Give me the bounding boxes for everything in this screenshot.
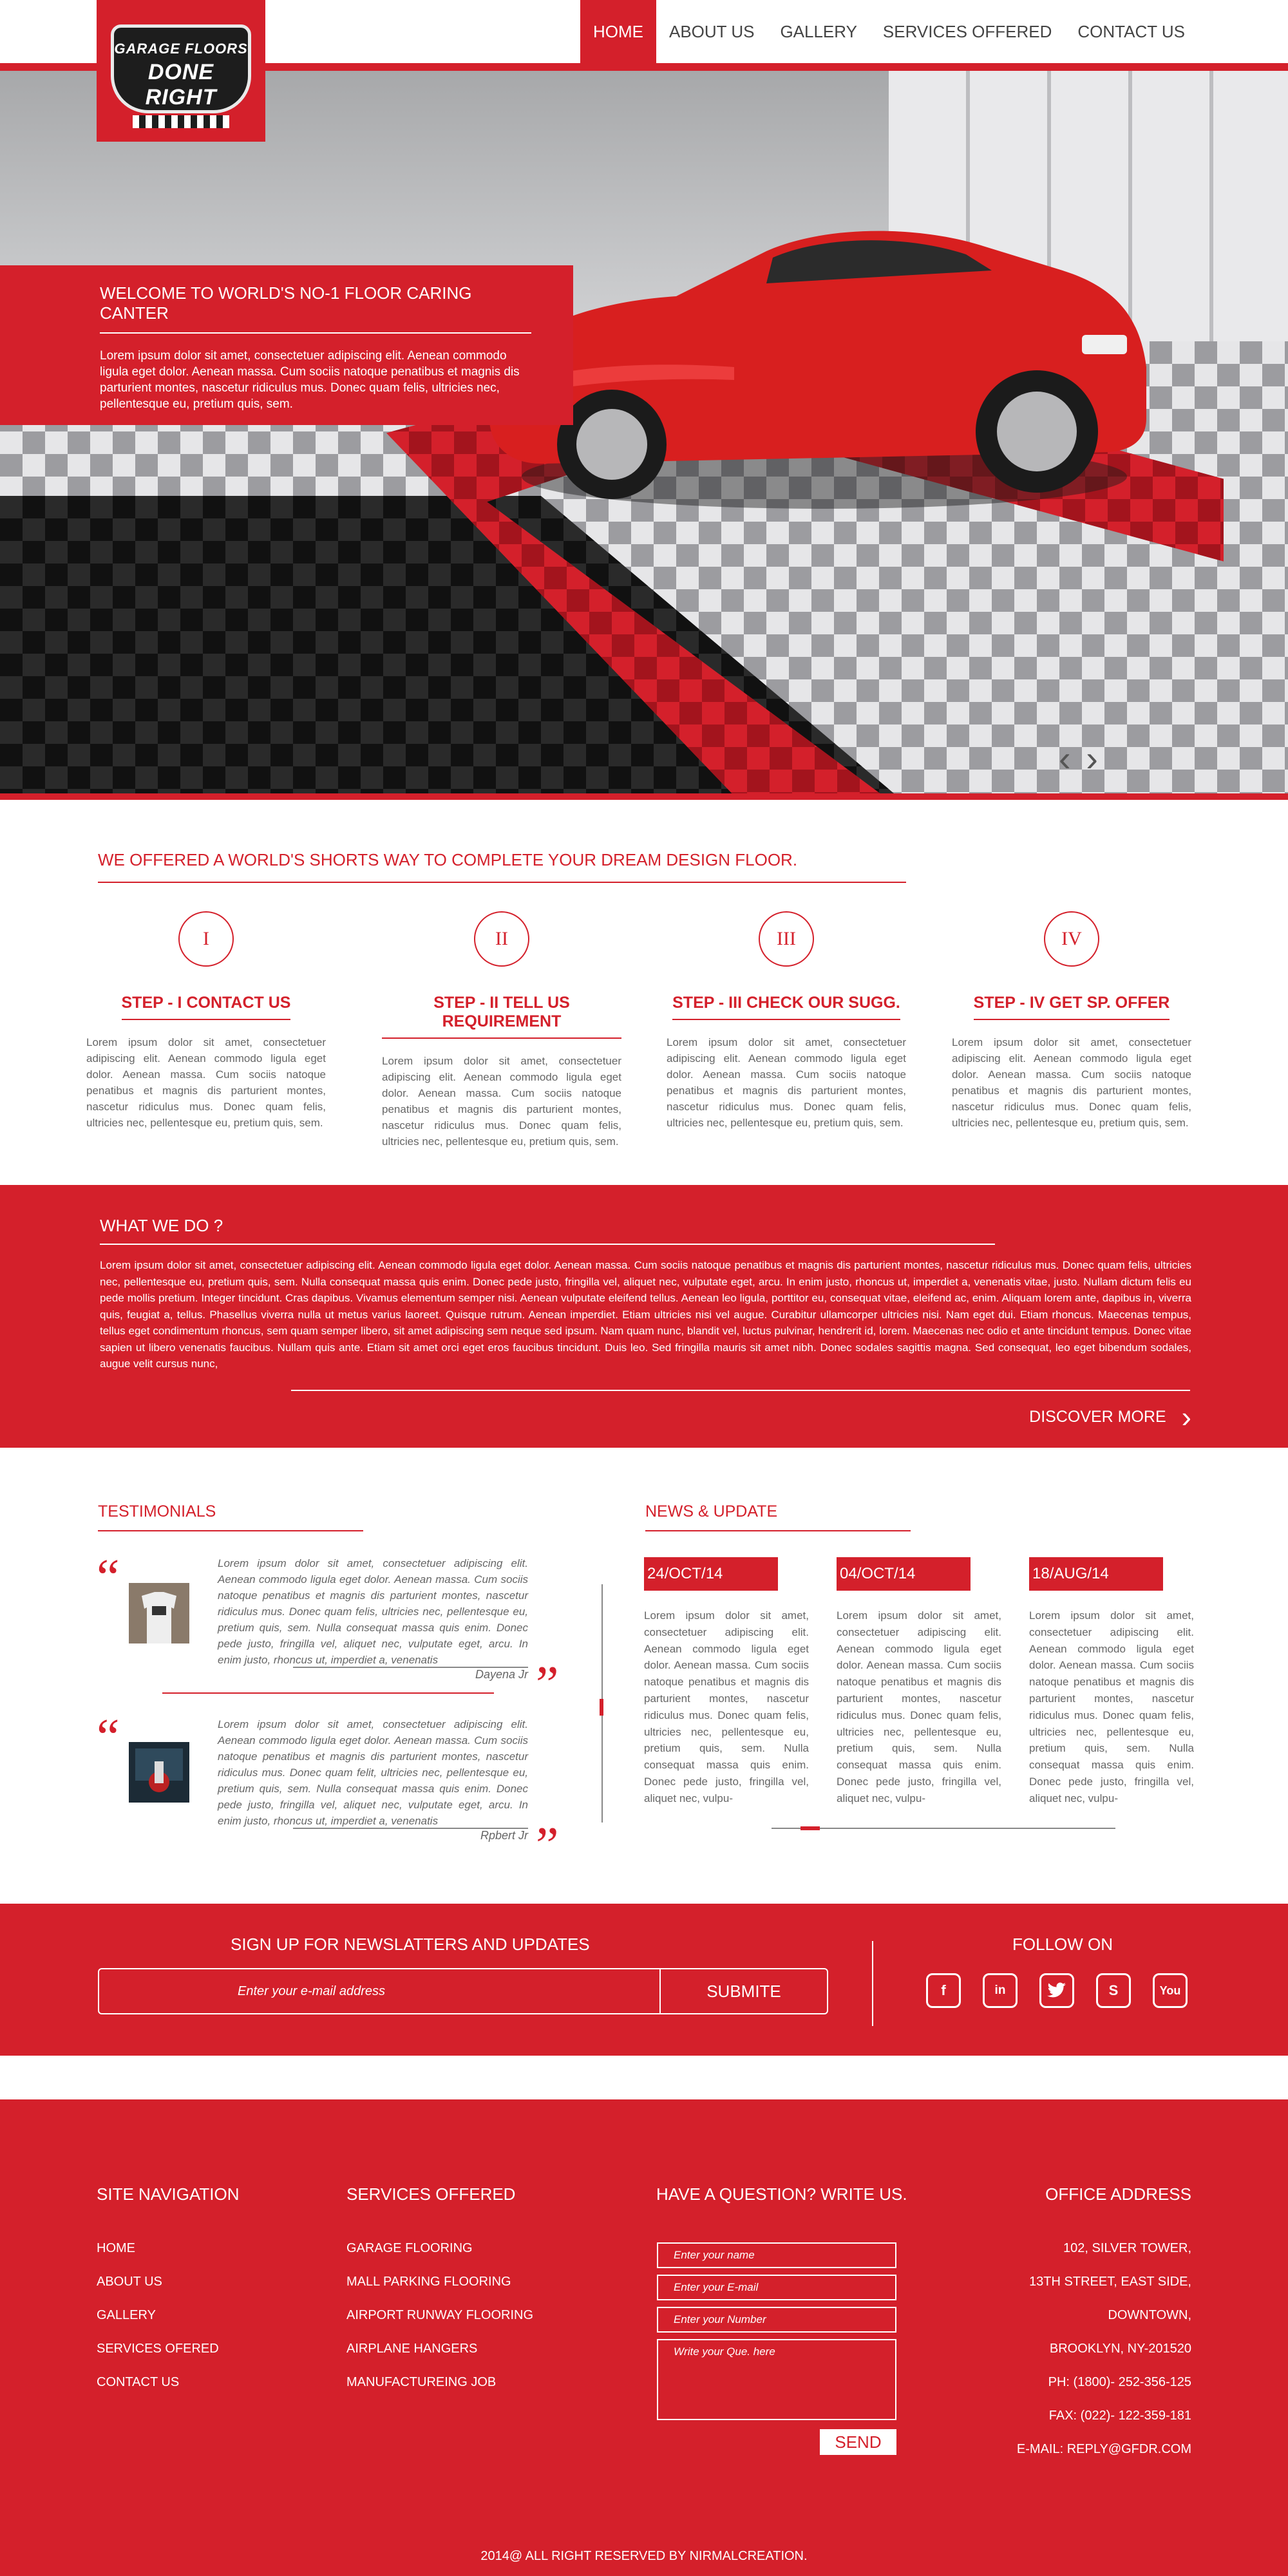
newsletter-email-input[interactable] xyxy=(99,1969,659,2013)
step-2 xyxy=(382,911,621,1150)
footer-service-item[interactable]: AIRPORT RUNWAY FLOORING xyxy=(346,2308,534,2322)
youtube-icon[interactable]: You xyxy=(1153,1973,1188,2008)
news-text: Lorem ipsum dolor sit amet, consectetuer adipiscing elit. Aenean commodo ligula eget dolor. Aenean massa. Cum sociis natoque penatibus et magnis dis parturient montes, nascetur ridiculus mus. Donec quam felis, ultricies nec, pellentesque eu, pretium quis, sem. Nulla consequat massa quis enim. Donec pede justo, fringilla vel, aliquet nec, vulpu- xyxy=(644,1609,809,1804)
step-text: Lorem ipsum dolor sit amet, consectetuer adipiscing elit. Aenean commodo ligula eget dolor. Aenean massa. Cum sociis natoque penatibus et magnis dis parturient montes, nascetur ridiculus mus. Donec quam felis, ultricies nec, pellentesque eu, pretium quis, sem. xyxy=(382,1055,621,1148)
testimonial-author: Dayena Jr xyxy=(293,1667,528,1681)
hero-text: Lorem ipsum dolor sit amet, consectetuer adipiscing elit. Aenean commodo ligula eget dolor. Aenean massa. Cum sociis natoque penatibus et magnis dis parturient montes, nascetur ridiculus mus. Donec quam felis, ultricies nec, pellentesque eu, pretium quis, sem. xyxy=(100,349,520,411)
divider xyxy=(291,1390,1190,1391)
address-email[interactable]: E-MAIL: REPLY@GFDR.COM xyxy=(1016,2442,1191,2456)
step-text: Lorem ipsum dolor sit amet, consectetuer adipiscing elit. Aenean commodo ligula eget dolor. Aenean massa. Cum sociis natoque penatibus et magnis dis parturient montes, nascetur ridiculus mus. Donec quam felis, ultricies nec, pellentesque eu, pretium quis, sem. xyxy=(86,1036,326,1129)
contact-send-button[interactable]: SEND xyxy=(820,2429,896,2455)
footer-services-list xyxy=(346,2241,533,2409)
what-we-do-text: Lorem ipsum dolor sit amet, consectetuer adipiscing elit. Aenean commodo ligula eget dolor. Aenean massa. Cum sociis natoque penatibus et magnis dis parturient montes, nascetur ridiculus mus. Donec quam felis, ultricies nec, pellentesque eu, pretium quis, sem. Nulla consequat massa quis enim. Donec pede justo, fringilla vel, aliquet nec, vulputate eget, arcu. In enim justo, rhoncus ut, imperdiet a, venenatis vitae, justo. Nullam dictum felis eu pede mollis pretium. Integer tincidunt. Cras dapibus. Vivamus elementum semper nisi. Aenean vulputate eleifend tellus. Aenean leo ligula, porttitor eu, consequat vitae, eleifend ac, enim. Aliquam lorem ante, dapibus in, viverra quis, feugiat a, tellus. Phasellus viverra nulla ut metus varius laoreet. Quisque rutrum. Aenean imperdiet. Etiam ultricies nisi vel augue. Curabitur ullamcorper ultricies nisi. Nam eget dui. Etiam rhoncus. Maecenas tempus, tellus eget condimentum rhoncus, sem quam semper libero, sit amet adipiscing sem neque sed ipsum. Nam quam nunc, blandit vel, luctus pulvinar, hendrerit id, lorem. Maecenas nec odio et ante tincidunt tempus. Donec vitae sapien ut libero venenatis faucibus. Nullam quis ante. Etiam sit amet orci eget eros faucibus tincidunt. Duis leo. Sed fringilla mauris sit amet nibh. Donec sodales sagittis magna. Sed consequat, leo eget bibendum sodales, augue velit cursus nunc, xyxy=(100,1259,1191,1370)
office-address xyxy=(1017,2241,1191,2476)
step-number: II xyxy=(474,911,529,967)
discover-more-button[interactable] xyxy=(1029,1400,1191,1434)
news-item[interactable] xyxy=(644,1557,809,1807)
logo-badge xyxy=(111,24,251,113)
step-3 xyxy=(667,911,906,1131)
step-text: Lorem ipsum dolor sit amet, consectetuer adipiscing elit. Aenean commodo ligula eget dolor. Aenean massa. Cum sociis natoque penatibus et magnis dis parturient montes, nascetur ridiculus mus. Donec quam felis, ultricies nec, pellentesque eu, pretium quis, sem. xyxy=(667,1036,906,1129)
footer-nav-list xyxy=(97,2241,219,2409)
footer-nav-services[interactable]: SERVICES OFERED xyxy=(97,2342,219,2356)
step-title: STEP - II TELL US REQUIREMENT xyxy=(382,994,621,1039)
testimonial-author: Rpbert Jr xyxy=(293,1828,528,1842)
nav-home[interactable]: HOME xyxy=(580,0,656,63)
footer-service-item[interactable]: MALL PARKING FLOORING xyxy=(346,2275,511,2289)
footer-question-title: HAVE A QUESTION? WRITE US. xyxy=(656,2184,907,2204)
address-fax: FAX: (022)- 122-359-181 xyxy=(1048,2409,1191,2423)
footer-service-item[interactable]: GARAGE FLOORING xyxy=(346,2241,473,2255)
nav-gallery[interactable]: GALLERY xyxy=(780,21,857,41)
address-phone: PH: (1800)- 252-356-125 xyxy=(1048,2375,1191,2389)
news-item[interactable] xyxy=(837,1557,1001,1807)
avatar xyxy=(129,1583,189,1643)
news-date: 18/AUG/14 xyxy=(1029,1557,1163,1591)
quote-close-icon: ” xyxy=(536,1656,559,1713)
footer-office-title: OFFICE ADDRESS xyxy=(1045,2184,1191,2204)
nav-about-us[interactable]: ABOUT US xyxy=(669,21,755,41)
facebook-icon[interactable]: f xyxy=(926,1973,961,2008)
step-number: IV xyxy=(1044,911,1099,967)
footer-nav-gallery[interactable]: GALLERY xyxy=(97,2308,156,2322)
what-we-do-title: WHAT WE DO ? xyxy=(100,1216,995,1245)
newsletter-title: SIGN UP FOR NEWSLATTERS AND UPDATES xyxy=(231,1935,590,1954)
hero-bottom-line xyxy=(0,793,1288,800)
main-nav xyxy=(580,0,1198,63)
step-title: STEP - III CHECK OUR SUGG. xyxy=(672,994,900,1020)
steps-heading: WE OFFERED A WORLD'S SHORTS WAY TO COMPLETE YOUR DREAM DESIGN FLOOR. xyxy=(98,850,906,883)
news-date: 24/OCT/14 xyxy=(644,1557,778,1591)
follow-title: FOLLOW ON xyxy=(1012,1935,1113,1954)
nav-services-offered[interactable]: SERVICES OFFERED xyxy=(882,21,1052,41)
hero-slider xyxy=(0,71,1288,800)
testimonial-text: Lorem ipsum dolor sit amet, consectetuer adipiscing elit. Aenean commodo ligula eget dolor. Aenean massa. Cum sociis natoque penatibus et magnis dis parturient montes, nascetur ridiculus mus. Donec quam felis, ultricies nec, pellentesque eu, pretium quis, sem. Nulla consequat massa quis enim. Donec pede justo, fringilla vel, aliquet nec, vulputate eget, arcu. In enim justo, rhoncus ut, imperdiet a, venenatis xyxy=(218,1557,528,1666)
newsletter-section xyxy=(0,1904,1288,2056)
testimonial-scroll-thumb[interactable] xyxy=(600,1699,603,1716)
testimonial-text: Lorem ipsum dolor sit amet, consectetuer adipiscing elit. Aenean commodo ligula eget dolor. Aenean massa. Cum sociis natoque penatibus et magnis dis parturient montes, nascetur ridiculus mus. Donec quam felit, ultricies nec, pellentesque eu, pretium quis, sem. Nulla consequat massa quis enim. Donec pede justo, fringilla vel, aliquet nec, vulputate eget, arcu. In enim justo, rhoncus ut, imperdiet a, venenatis xyxy=(218,1718,528,1827)
step-4 xyxy=(952,911,1191,1131)
newsletter-form xyxy=(98,1968,828,2014)
address-line: DOWNTOWN, xyxy=(1108,2308,1191,2322)
copyright: 2014@ ALL RIGHT RESERVED BY NIRMALCREATION. xyxy=(480,2549,808,2563)
footer-nav-about-us[interactable]: ABOUT US xyxy=(97,2275,162,2289)
divider xyxy=(872,1941,873,2026)
step-number: III xyxy=(759,911,814,967)
contact-email-input[interactable] xyxy=(657,2275,896,2300)
logo-line-1: GARAGE FLOORS xyxy=(114,41,248,57)
footer-nav-home[interactable]: HOME xyxy=(97,2241,135,2255)
chevron-right-icon: › xyxy=(1181,1400,1191,1434)
hero-caption xyxy=(0,265,573,425)
testimonials-title: TESTIMONIALS xyxy=(98,1502,363,1531)
skype-icon[interactable]: S xyxy=(1096,1973,1131,2008)
discover-more-label: DISCOVER MORE xyxy=(1029,1407,1166,1426)
what-we-do-section xyxy=(0,1185,1288,1448)
logo[interactable] xyxy=(97,0,265,142)
address-line: BROOKLYN, NY-201520 xyxy=(1049,2342,1191,2356)
step-title: STEP - I CONTACT US xyxy=(122,994,291,1020)
step-title: STEP - IV GET SP. OFFER xyxy=(974,994,1170,1020)
step-1 xyxy=(86,911,326,1131)
contact-question-textarea[interactable] xyxy=(657,2339,896,2420)
logo-line-2: DONE RIGHT xyxy=(145,60,217,109)
nav-contact-us[interactable]: CONTACT US xyxy=(1077,21,1185,41)
twitter-icon[interactable] xyxy=(1039,1973,1074,2008)
newsletter-submit-button[interactable]: SUBMITE xyxy=(659,1969,827,2013)
news-slider-track[interactable] xyxy=(772,1828,1115,1829)
quote-open-icon: “ xyxy=(97,1549,120,1606)
address-line: 13TH STREET, EAST SIDE, xyxy=(1029,2275,1191,2289)
news-item[interactable] xyxy=(1029,1557,1194,1807)
quote-open-icon: “ xyxy=(97,1709,120,1766)
footer-service-item[interactable]: MANUFACTUREING JOB xyxy=(346,2375,497,2389)
footer-nav-contact-us[interactable]: CONTACT US xyxy=(97,2375,180,2389)
news-text: Lorem ipsum dolor sit amet, consectetuer adipiscing elit. Aenean commodo ligula eget dolor. Aenean massa. Cum sociis natoque penatibus et magnis dis parturient montes, nascetur ridiculus mus. Donec quam felis, ultricies nec, pellentesque eu, pretium quis, sem. Nulla consequat massa quis enim. Donec pede justo, fringilla vel, aliquet nec, vulpu- xyxy=(837,1609,1001,1804)
address-line: 102, SILVER TOWER, xyxy=(1063,2241,1191,2255)
step-text: Lorem ipsum dolor sit amet, consectetuer adipiscing elit. Aenean commodo ligula eget dolor. Aenean massa. Cum sociis natoque penatibus et magnis dis parturient montes, nascetur ridiculus mus. Donec quam felis, ultricies nec, pellentesque eu, pretium quis, sem. xyxy=(952,1036,1191,1129)
contact-number-input[interactable] xyxy=(657,2307,896,2333)
news-title: NEWS & UPDATE xyxy=(645,1502,911,1531)
news-slider-thumb[interactable] xyxy=(800,1826,820,1830)
news-text: Lorem ipsum dolor sit amet, consectetuer adipiscing elit. Aenean commodo ligula eget dolor. Aenean massa. Cum sociis natoque penatibus et magnis dis parturient montes, nascetur ridiculus mus. Donec quam felis, ultricies nec, pellentesque eu, pretium quis, sem. Nulla consequat massa quis enim. Donec pede justo, fringilla vel, aliquet nec, vulpu- xyxy=(1029,1609,1194,1804)
contact-name-input[interactable] xyxy=(657,2242,896,2268)
news-date: 04/OCT/14 xyxy=(837,1557,971,1591)
slider-arrows[interactable]: ‹ › xyxy=(1059,738,1101,779)
step-number: I xyxy=(178,911,234,967)
quote-close-icon: ” xyxy=(536,1817,559,1874)
footer-services-title: SERVICES OFFERED xyxy=(346,2184,516,2204)
checkered-flag-icon xyxy=(133,115,229,128)
hero-title: WELCOME TO WORLD'S NO-1 FLOOR CARING CANTER xyxy=(100,283,531,334)
testimonial-divider xyxy=(162,1692,494,1694)
avatar xyxy=(129,1742,189,1803)
footer-service-item[interactable]: AIRPLANE HANGERS xyxy=(346,2342,478,2356)
footer xyxy=(0,2099,1288,2576)
footer-nav-title: SITE NAVIGATION xyxy=(97,2184,240,2204)
linkedin-icon[interactable]: in xyxy=(983,1973,1018,2008)
